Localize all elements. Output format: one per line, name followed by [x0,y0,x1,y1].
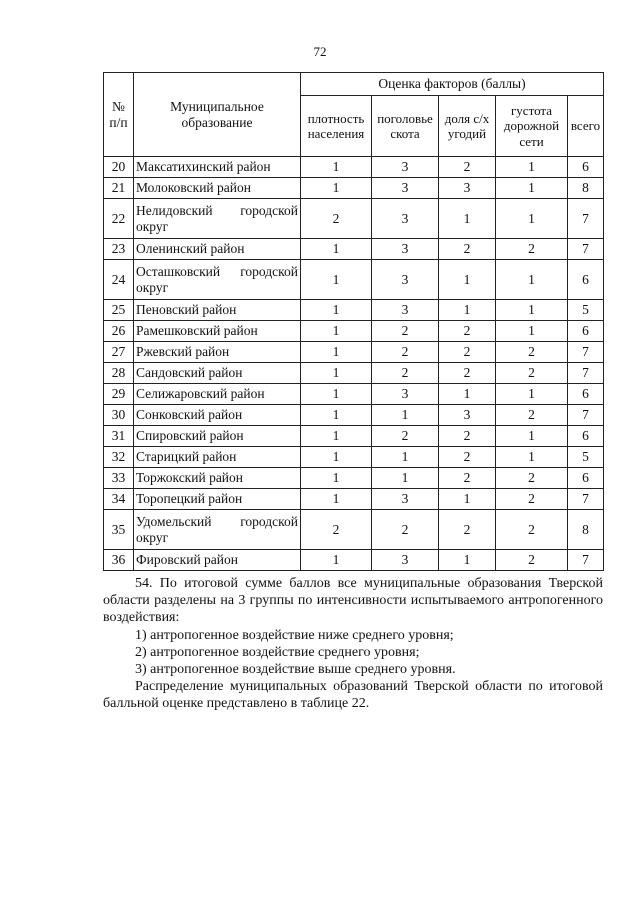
municipality-name: Рамешковский район [134,321,301,342]
livestock-score: 3 [372,239,439,260]
livestock-score: 2 [372,426,439,447]
table-row [104,157,604,178]
header-num: № п/п [104,73,134,157]
livestock-score: 1 [372,468,439,489]
farmland-score: 2 [439,468,496,489]
page-number: 72 [313,44,327,59]
municipality-name: Осташковский городской округ [134,260,301,300]
table-row [104,426,604,447]
roads-score: 2 [496,489,568,510]
table-row [104,178,604,199]
livestock-score: 3 [372,300,439,321]
density-score: 1 [301,178,372,199]
table-row [104,239,604,260]
municipality-name: Ржевский район [134,342,301,363]
list-item: 2) антропогенное воздействие среднего уровня; [135,644,420,660]
livestock-score: 2 [372,321,439,342]
roads-score: 1 [496,447,568,468]
farmland-score: 2 [439,342,496,363]
farmland-score: 3 [439,178,496,199]
table-row [104,510,604,550]
row-number: 27 [104,342,134,363]
total-score: 5 [568,447,604,468]
farmland-score: 1 [439,260,496,300]
roads-score: 1 [496,384,568,405]
table-row [104,447,604,468]
municipality-name: Максатихинский район [134,157,301,178]
livestock-score: 3 [372,199,439,239]
table-body [104,157,604,571]
density-score: 2 [301,510,372,550]
total-score: 8 [568,178,604,199]
roads-score: 1 [496,178,568,199]
farmland-score: 2 [439,447,496,468]
farmland-score: 1 [439,550,496,571]
header-group: Оценка факторов (баллы) [301,73,604,96]
total-score: 7 [568,239,604,260]
total-score: 6 [568,468,604,489]
row-number: 21 [104,178,134,199]
density-score: 1 [301,550,372,571]
municipality-name: Селижаровский район [134,384,301,405]
table-row [104,468,604,489]
municipality-name: Пеновский район [134,300,301,321]
municipality-name: Нелидовский городской округ [134,199,301,239]
factors-table [103,72,604,571]
density-score: 1 [301,260,372,300]
table-row [104,260,604,300]
table-row [104,550,604,571]
list-item: 3) антропогенное воздействие выше среднего уровня. [135,662,456,678]
livestock-score: 3 [372,384,439,405]
density-score: 1 [301,489,372,510]
total-score: 6 [568,384,604,405]
municipality-name: Молоковский район [134,178,301,199]
table-row [104,199,604,239]
livestock-score: 2 [372,510,439,550]
municipality-name: Торопецкий район [134,489,301,510]
municipality-name: Сонковский район [134,405,301,426]
total-score: 5 [568,300,604,321]
total-score: 6 [568,157,604,178]
density-score: 1 [301,239,372,260]
row-number: 25 [104,300,134,321]
municipality-name: Удомельский городской округ [134,510,301,550]
table-row [104,363,604,384]
municipality-name: Спировский район [134,426,301,447]
farmland-score: 2 [439,363,496,384]
row-number: 26 [104,321,134,342]
municipality-name: Фировский район [134,550,301,571]
density-score: 2 [301,199,372,239]
paragraph-distribution: Распределение муниципальных образований Тверской области по итоговой балльной оценке представлено в таблице 22. [103,679,603,712]
farmland-score: 2 [439,157,496,178]
header-density: плотность населения [301,96,372,157]
body-text [103,575,603,713]
density-score: 1 [301,300,372,321]
density-score: 1 [301,384,372,405]
total-score: 6 [568,321,604,342]
livestock-score: 2 [372,342,439,363]
row-number: 33 [104,468,134,489]
header-farmland: доля с/х угодий [439,96,496,157]
livestock-score: 3 [372,157,439,178]
roads-score: 2 [496,239,568,260]
density-score: 1 [301,342,372,363]
livestock-score: 1 [372,447,439,468]
row-number: 35 [104,510,134,550]
municipality-name: Оленинский район [134,239,301,260]
table-header-row [104,73,604,96]
roads-score: 1 [496,426,568,447]
total-score: 7 [568,342,604,363]
header-roads: густота дорожной сети [496,96,568,157]
farmland-score: 1 [439,489,496,510]
row-number: 31 [104,426,134,447]
density-score: 1 [301,157,372,178]
row-number: 32 [104,447,134,468]
total-score: 8 [568,510,604,550]
density-score: 1 [301,468,372,489]
total-score: 7 [568,363,604,384]
total-score: 7 [568,550,604,571]
farmland-score: 2 [439,239,496,260]
farmland-score: 2 [439,321,496,342]
livestock-score: 3 [372,260,439,300]
roads-score: 1 [496,260,568,300]
header-livestock: поголовье скота [372,96,439,157]
table-row [104,342,604,363]
roads-score: 2 [496,363,568,384]
livestock-score: 3 [372,178,439,199]
header-total: всего [568,96,604,157]
row-number: 20 [104,157,134,178]
list-item: 1) антропогенное воздействие ниже среднего уровня; [135,627,454,643]
roads-score: 2 [496,468,568,489]
table-row [104,489,604,510]
roads-score: 1 [496,199,568,239]
density-score: 1 [301,405,372,426]
table-row [104,321,604,342]
row-number: 36 [104,550,134,571]
municipality-name: Торжокский район [134,468,301,489]
total-score: 6 [568,260,604,300]
roads-score: 2 [496,510,568,550]
table-row [104,405,604,426]
farmland-score: 1 [439,300,496,321]
livestock-score: 3 [372,489,439,510]
paragraph-54: 54. По итоговой сумме баллов все муниципальные образования Тверской области разделены на 3 группы по интенсивности испытываемого антропогенного воздействия: [103,576,603,626]
farmland-score: 2 [439,510,496,550]
row-number: 24 [104,260,134,300]
roads-score: 2 [496,405,568,426]
municipality-name: Сандовский район [134,363,301,384]
density-score: 1 [301,363,372,384]
total-score: 7 [568,405,604,426]
roads-score: 1 [496,300,568,321]
total-score: 7 [568,199,604,239]
farmland-score: 1 [439,384,496,405]
livestock-score: 1 [372,405,439,426]
density-score: 1 [301,426,372,447]
livestock-score: 2 [372,363,439,384]
row-number: 23 [104,239,134,260]
row-number: 29 [104,384,134,405]
total-score: 7 [568,489,604,510]
total-score: 6 [568,426,604,447]
row-number: 34 [104,489,134,510]
farmland-score: 1 [439,199,496,239]
livestock-score: 3 [372,550,439,571]
table-row [104,300,604,321]
row-number: 30 [104,405,134,426]
row-number: 28 [104,363,134,384]
table-row [104,384,604,405]
roads-score: 1 [496,321,568,342]
municipality-name: Старицкий район [134,447,301,468]
roads-score: 2 [496,550,568,571]
density-score: 1 [301,321,372,342]
farmland-score: 2 [439,426,496,447]
farmland-score: 3 [439,405,496,426]
density-score: 1 [301,447,372,468]
roads-score: 2 [496,342,568,363]
roads-score: 1 [496,157,568,178]
header-name: Муниципальное образование [134,73,301,157]
row-number: 22 [104,199,134,239]
